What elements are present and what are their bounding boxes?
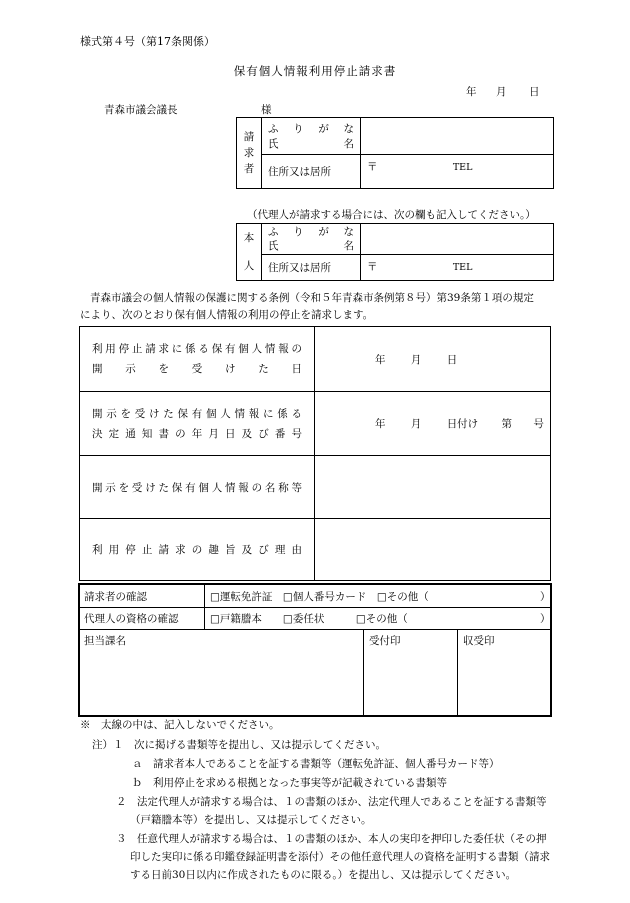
received-stamp-label: 受付印 (369, 635, 401, 647)
principal-label: 本 人 (237, 224, 262, 281)
intro-line-2: により、次のとおり保有個人情報の利用の停止を請求します。 (80, 309, 374, 321)
principal-name-label: ふ り が な 氏 名 (262, 224, 361, 255)
date-day: 日 (529, 86, 540, 98)
office-use-box (78, 583, 552, 717)
note-1: 注）１ 次に掲げる書類等を提出し、又は提示してください。 (92, 739, 386, 751)
note-3-line-3: する日前30日以内に作成されたものに限る。）を提出し、又は提示してください。 (130, 869, 517, 881)
tel-label: TEL (452, 162, 473, 173)
requester-name-field[interactable] (361, 118, 554, 155)
intro-line-1: 青森市議会の個人情報の保護に関する条例（令和５年青森市条例第８号）第39条第１項の規定 (90, 292, 534, 304)
row-purpose-label: 利用停止請求の趣旨及び理由 (80, 519, 315, 581)
principal-address-field[interactable] (361, 255, 554, 281)
requester-name-label: ふ り が な 氏 名 (262, 118, 361, 155)
requester-check-row (80, 585, 550, 608)
note-3-line-2: 印した実印に係る印鑑登録証明書を添付）その他任意代理人の資格を証明する書類（請求 (130, 851, 550, 863)
recipient-honorific: 様 (261, 104, 272, 116)
note-thick-line: ※ 太線の中は、記入しないでください。 (80, 719, 280, 731)
row-purpose-value[interactable] (315, 519, 551, 581)
recipient: 青森市議会議長 (104, 104, 178, 116)
stamp-row (80, 629, 550, 715)
agent-check-row (80, 607, 550, 630)
agent-check-options[interactable]: □戸籍謄本 □委任状 □その他（ (210, 613, 408, 625)
date-month: 月 (496, 86, 507, 98)
note-1a: ａ 請求者本人であることを証する書類等（運転免許証、個人番号カード等） (132, 758, 500, 770)
principal-name-field[interactable] (361, 224, 554, 255)
principal-address-label: 住所又は居所 (262, 255, 361, 281)
note-2-line-2: （戸籍謄本等）を提出し、又は提示してください。 (130, 814, 372, 826)
note-3-line-1: ３ 任意代理人が請求する場合は、１の書類のほか、本人の実印を押印した委任状（その押 (116, 833, 547, 845)
row-disclosure-date-value[interactable]: 年 月 日 (315, 327, 551, 392)
row-info-name-value[interactable] (315, 456, 551, 519)
requester-address-label: 住所又は居所 (262, 155, 361, 189)
request-table (79, 326, 551, 581)
tel-label: TEL (452, 262, 473, 273)
postal-mark: 〒 (367, 161, 378, 173)
close-paren: ） (540, 591, 551, 603)
postal-mark: 〒 (367, 261, 378, 273)
page-title: 保有個人情報利用停止請求書 (233, 64, 397, 78)
accepted-stamp-label: 収受印 (463, 635, 495, 647)
row-disclosure-date-label: 利用停止請求に係る保有個人情報の 開示を受けた日 (80, 327, 315, 392)
principal-table (236, 223, 554, 281)
row-notice-label: 開示を受けた保有個人情報に係る 決定通知書の年月日及び番号 (80, 392, 315, 456)
row-info-name-label: 開示を受けた保有個人情報の名称等 (80, 456, 315, 519)
staff-label: 担当課名 (84, 635, 126, 647)
close-paren: ） (540, 613, 551, 625)
requester-table (236, 117, 554, 189)
note-1b: ｂ 利用停止を求める根拠となった事実等が記載されている書類等 (132, 777, 447, 789)
requester-check-options[interactable]: □運転免許証 □個人番号カード □その他（ (210, 591, 429, 603)
agent-note: （代理人が請求する場合には、次の欄も記入してください。） (247, 209, 536, 221)
agent-check-label: 代理人の資格の確認 (84, 613, 179, 625)
note-2-line-1: ２ 法定代理人が請求する場合は、１の書類のほか、法定代理人であることを証する書類等 (116, 796, 547, 808)
date-year: 年 (466, 86, 477, 98)
row-notice-value[interactable]: 年 月 日付け 第 号 (315, 392, 551, 456)
form-number: 様式第４号（第17条関係） (80, 35, 215, 48)
requester-address-field[interactable] (361, 155, 554, 189)
requester-check-label: 請求者の確認 (84, 591, 147, 603)
requester-label: 請 求 者 (237, 118, 262, 189)
